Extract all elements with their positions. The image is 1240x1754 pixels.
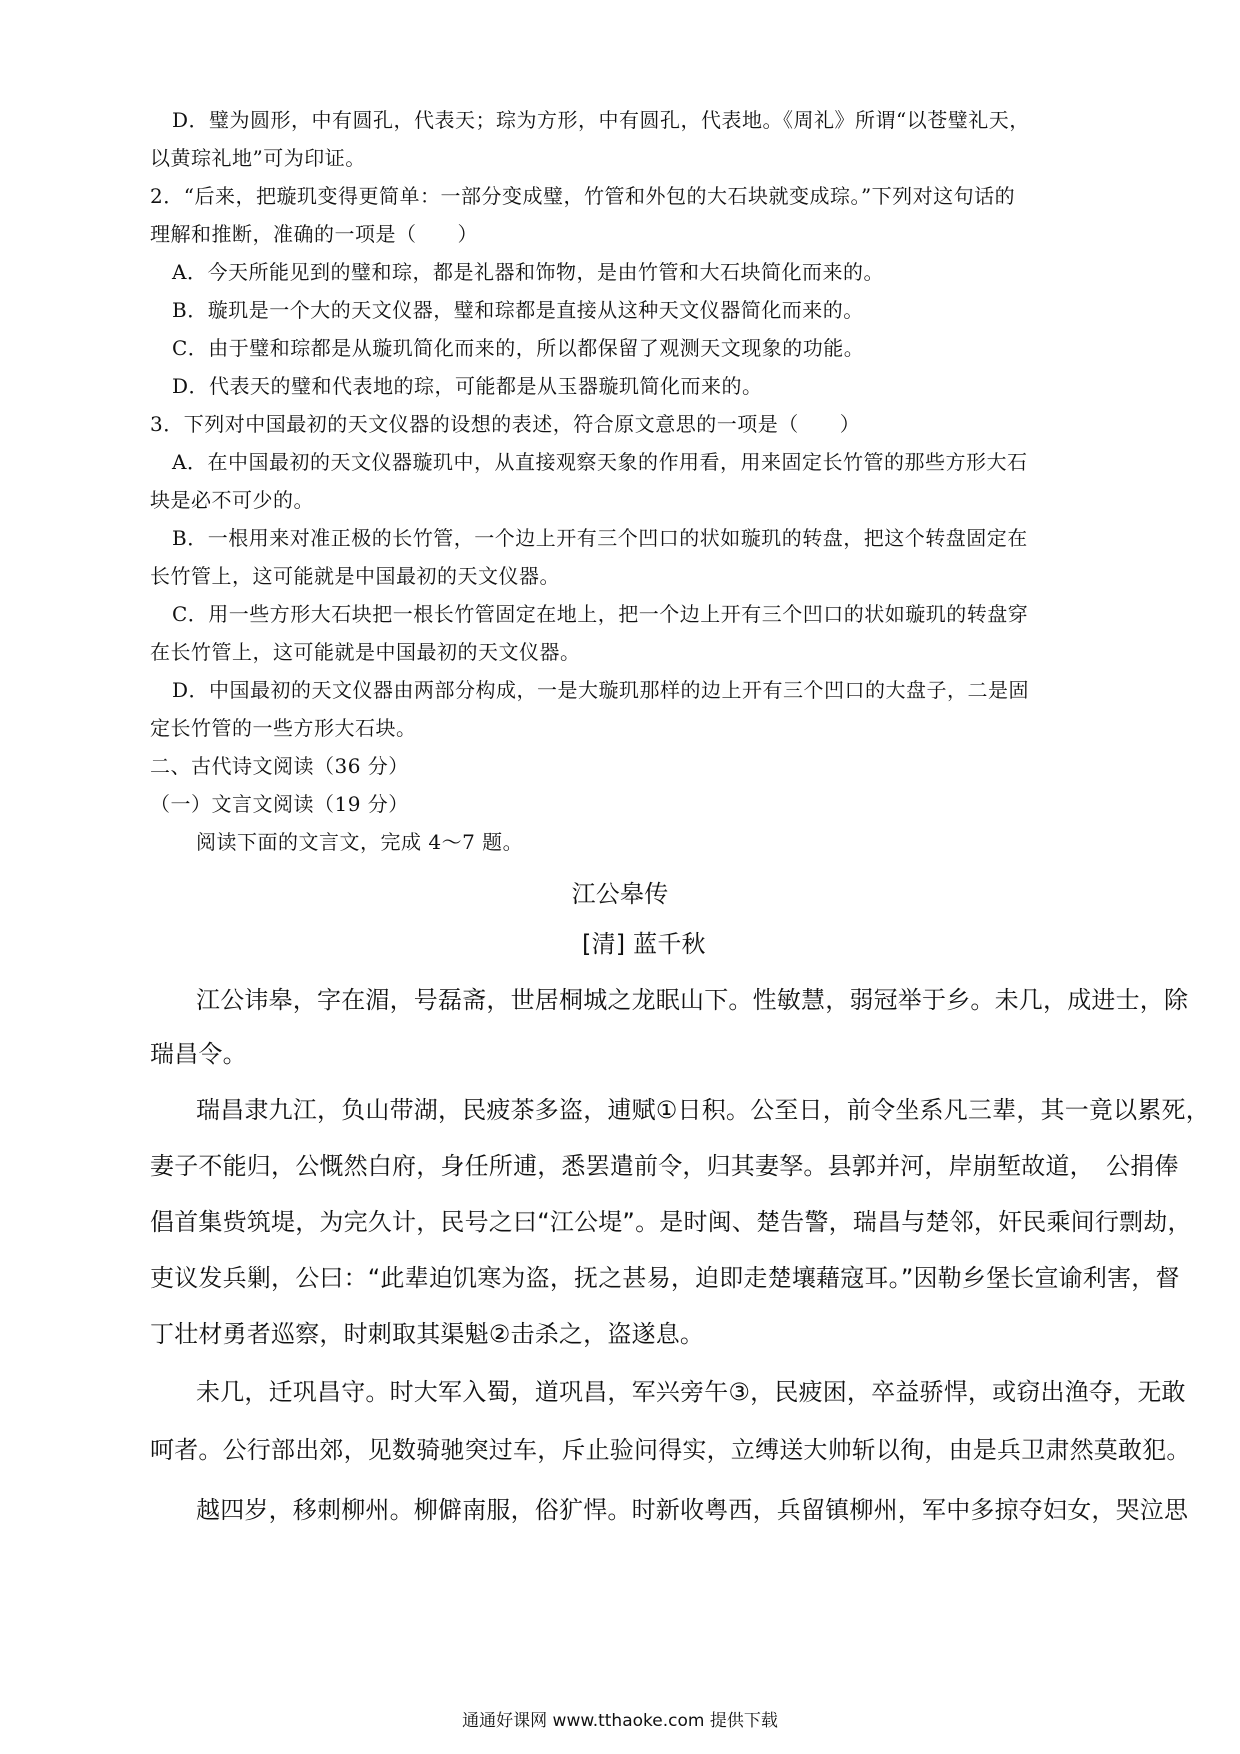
passage-line: 越四岁，移刺柳州。柳僻南服，俗犷悍。时新收粤西，兵留镇柳州，军中多掠夺妇女，哭泣思 [196, 1496, 1189, 1524]
instruction: 阅读下面的文言文，完成 4～7 题。 [196, 830, 524, 854]
passage-line: 江公讳皋，字在湄，号磊斋，世居桐城之龙眠山下。性敏慧，弱冠举于乡。未几，成进士，除 [196, 986, 1189, 1014]
section-heading: 二、古代诗文阅读（36 分） [150, 754, 409, 778]
q3-option-a-line-1: A．在中国最初的天文仪器璇玑中，从直接观察天象的作用看，用来固定长竹管的那些方形大石 [172, 450, 1028, 474]
page-footer: 通通好课网 www.tthaoke.com 提供下载 [462, 1711, 778, 1731]
option-d-line-1: D．璧为圆形，中有圆孔，代表天；琮为方形，中有圆孔，代表地。《周礼》所谓“以苍璧礼天， [172, 108, 1030, 132]
question-3: 3．下列对中国最初的天文仪器的设想的表述，符合原文意思的一项是（ ） [150, 412, 861, 436]
passage-line: 吏议发兵剿，公曰：“此辈迫饥寒为盗，抚之甚易，迫即走楚壤藉寇耳。”因勒乡堡长宣谕利害，督 [150, 1264, 1180, 1292]
passage-line: 倡首集赀筑堤，为完久计，民号之曰“江公堤”。是时闽、楚告警，瑞昌与楚邻，奸民乘间行剽劫， [150, 1208, 1192, 1236]
q2-option-a: A．今天所能见到的璧和琮，都是礼器和饰物，是由竹管和大石块简化而来的。 [172, 260, 884, 284]
question-2-line-2: 理解和推断，准确的一项是（ ） [150, 222, 478, 246]
q2-option-d: D．代表天的璧和代表地的琮，可能都是从玉器璇玑简化而来的。 [172, 374, 763, 398]
passage-line: 瑞昌隶九江，负山带湖，民疲茶多盗，逋赋①日积。公至日，前令坐系凡三辈，其一竟以累死， [196, 1096, 1210, 1124]
q3-option-c-line-1: C．用一些方形大石块把一根长竹管固定在地上，把一个边上开有三个凹口的状如璇玑的转盘穿 [172, 602, 1029, 626]
passage-title: 江公皋传 [571, 880, 669, 908]
q3-option-d-line-2: 定长竹管的一些方形大石块。 [150, 716, 417, 740]
q3-option-c-line-2: 在长竹管上，这可能就是中国最初的天文仪器。 [150, 640, 581, 664]
option-d-line-2: 以黄琮礼地”可为印证。 [150, 146, 366, 170]
q2-option-b: B．璇玑是一个大的天文仪器，璧和琮都是直接从这种天文仪器简化而来的。 [172, 298, 864, 322]
passage-line: 瑞昌令。 [150, 1040, 247, 1068]
passage-line: 丁壮材勇者巡察，时刺取其渠魁②击杀之，盗遂息。 [150, 1320, 705, 1348]
q3-option-d-line-1: D．中国最初的天文仪器由两部分构成，一是大璇玑那样的边上开有三个凹口的大盘子，二是固 [172, 678, 1030, 702]
passage-line: 妻子不能归，公慨然白府，身任所逋，悉罢遣前令，归其妻孥。县郭并河，岸崩堑故道， 公捐俸 [150, 1152, 1179, 1180]
question-2-line-1: 2．“后来，把璇玑变得更简单：一部分变成璧，竹管和外包的大石块就变成琮。”下列对这句话的 [150, 184, 1016, 208]
passage-author: [清] 蓝千秋 [582, 930, 706, 958]
subsection-heading: （一）文言文阅读（19 分） [150, 792, 409, 816]
passage-line: 未几，迁巩昌守。时大军入蜀，道巩昌，军兴旁午③，民疲困，卒益骄悍，或窃出渔夺，无敢 [196, 1378, 1186, 1406]
passage-line: 呵者。公行部出郊，见数骑驰突过车，斥止验问得实，立缚送大帅斩以徇，由是兵卫肃然莫敢犯。 [150, 1436, 1191, 1464]
q3-option-b-line-2: 长竹管上，这可能就是中国最初的天文仪器。 [150, 564, 560, 588]
q2-option-c: C．由于璧和琮都是从璇玑简化而来的，所以都保留了观测天文现象的功能。 [172, 336, 865, 360]
q3-option-b-line-1: B．一根用来对准正极的长竹管，一个边上开有三个凹口的状如璇玑的转盘，把这个转盘固定在 [172, 526, 1028, 550]
q3-option-a-line-2: 块是必不可少的。 [150, 488, 314, 512]
